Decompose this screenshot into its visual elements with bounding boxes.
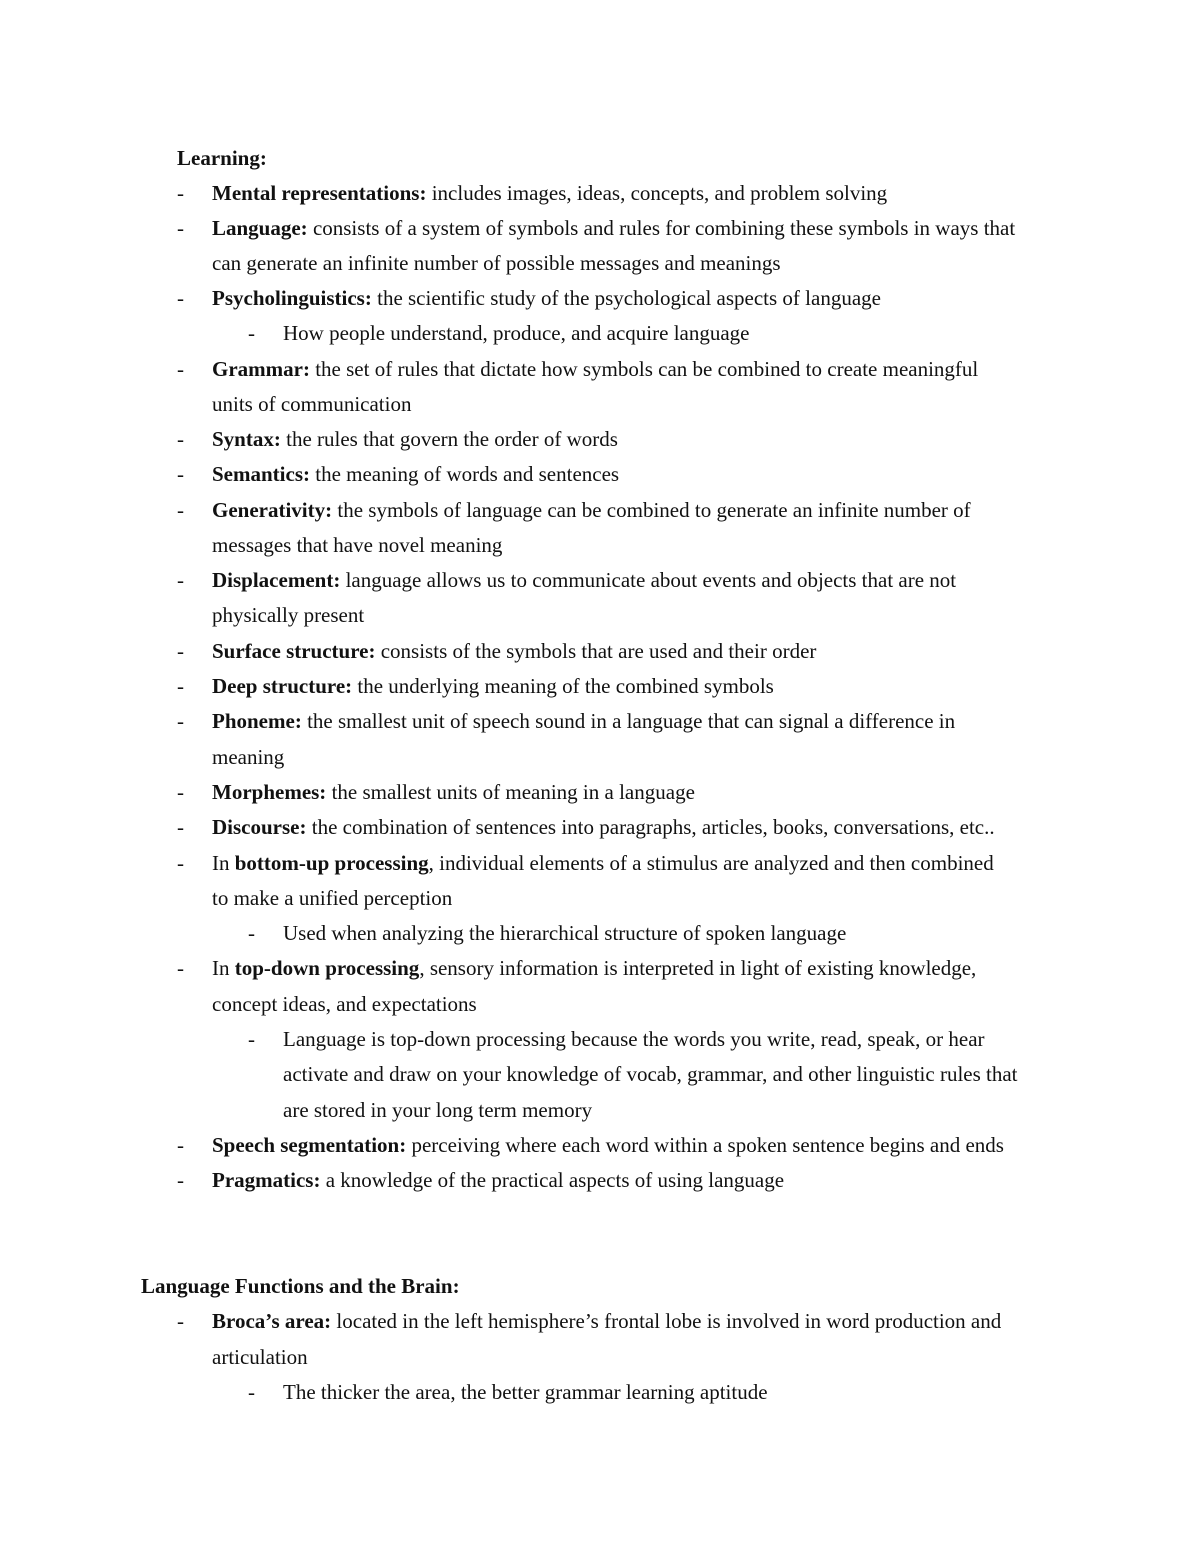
list-item <box>212 1304 1001 1339</box>
sub-list-item: Used when analyzing the hierarchical structure of spoken language <box>283 921 847 945</box>
term: Discourse: <box>212 815 307 839</box>
list-bullet: - <box>177 709 184 733</box>
definition: consists of a system of symbols and rules for combining these symbols in ways that <box>307 216 1016 240</box>
list-item <box>212 563 956 598</box>
list-item <box>212 951 976 986</box>
list-bullet: - <box>177 181 184 205</box>
list-bullet: - <box>177 851 184 875</box>
list-item-continuation: meaning <box>212 745 285 769</box>
list-item-continuation: to make a unified perception <box>212 886 453 910</box>
definition: the smallest units of meaning in a language <box>326 780 695 804</box>
list-item <box>212 846 994 881</box>
definition: consists of the symbols that are used and their order <box>375 639 817 663</box>
term: bottom-up processing <box>234 851 429 875</box>
list-item-continuation: concept ideas, and expectations <box>212 992 477 1016</box>
list-item-continuation: messages that have novel meaning <box>212 533 503 557</box>
sub-list-bullet: - <box>248 921 255 945</box>
definition: the rules that govern the order of words <box>280 427 618 451</box>
term: Speech segmentation: <box>212 1133 407 1157</box>
list-item-continuation: physically present <box>212 603 365 627</box>
definition: the set of rules that dictate how symbols can be combined to create meaningful <box>309 357 979 381</box>
section-heading-learning: Learning: <box>177 146 267 170</box>
sub-list-bullet: - <box>248 321 255 345</box>
term: Psycholinguistics: <box>212 286 372 310</box>
prefix: In <box>212 851 235 875</box>
sub-list-bullet: - <box>248 1380 255 1404</box>
list-bullet: - <box>177 674 184 698</box>
list-item <box>212 493 971 528</box>
list-item-continuation: articulation <box>212 1345 308 1369</box>
term: Surface structure: <box>212 639 376 663</box>
list-bullet: - <box>177 498 184 522</box>
list-item-continuation: units of communication <box>212 392 412 416</box>
list-bullet: - <box>177 286 184 310</box>
term: Deep structure: <box>212 674 353 698</box>
list-bullet: - <box>177 780 184 804</box>
term: Syntax: <box>212 427 281 451</box>
definition: the meaning of words and sentences <box>310 462 620 486</box>
sub-list-bullet: - <box>248 1027 255 1051</box>
list-bullet: - <box>177 1309 184 1333</box>
term: Generativity: <box>212 498 333 522</box>
list-item <box>212 634 816 669</box>
list-item <box>212 281 881 316</box>
list-item <box>212 775 695 810</box>
list-bullet: - <box>177 815 184 839</box>
term: Semantics: <box>212 462 310 486</box>
sub-list-item-continuation: activate and draw on your knowledge of vocab, grammar, and other linguistic rules that <box>283 1062 1018 1086</box>
sub-list-item: The thicker the area, the better grammar learning aptitude <box>283 1380 768 1404</box>
list-item <box>212 457 619 492</box>
prefix: In <box>212 956 235 980</box>
list-item <box>212 422 618 457</box>
list-item <box>212 669 774 704</box>
list-bullet: - <box>177 1168 184 1192</box>
sub-list-item: Language is top-down processing because the words you write, read, speak, or hear <box>283 1027 985 1051</box>
definition: language allows us to communicate about events and objects that are not <box>340 568 957 592</box>
list-bullet: - <box>177 956 184 980</box>
list-item-continuation: can generate an infinite number of possible messages and meanings <box>212 251 781 275</box>
list-bullet: - <box>177 639 184 663</box>
definition: a knowledge of the practical aspects of using language <box>320 1168 785 1192</box>
term: Pragmatics: <box>212 1168 321 1192</box>
term: Grammar: <box>212 357 310 381</box>
list-item <box>212 810 995 845</box>
list-item <box>212 704 955 739</box>
section-heading-language-brain: Language Functions and the Brain: <box>141 1274 460 1298</box>
list-bullet: - <box>177 357 184 381</box>
definition: the underlying meaning of the combined symbols <box>352 674 774 698</box>
definition: includes images, ideas, concepts, and problem solving <box>426 181 888 205</box>
definition: the scientific study of the psychological aspects of language <box>371 286 881 310</box>
list-bullet: - <box>177 462 184 486</box>
term: Morphemes: <box>212 780 327 804</box>
list-item <box>212 1163 784 1198</box>
term: Broca’s area: <box>212 1309 332 1333</box>
sub-list-item-continuation: are stored in your long term memory <box>283 1098 593 1122</box>
definition: the symbols of language can be combined to generate an infinite number of <box>332 498 971 522</box>
list-bullet: - <box>177 427 184 451</box>
list-bullet: - <box>177 568 184 592</box>
definition: the combination of sentences into paragraphs, articles, books, conversations, etc.. <box>306 815 995 839</box>
term: Language: <box>212 216 308 240</box>
definition: , sensory information is interpreted in light of existing knowledge, <box>419 956 977 980</box>
sub-list-item: How people understand, produce, and acquire language <box>283 321 750 345</box>
list-item <box>212 176 887 211</box>
term: Displacement: <box>212 568 341 592</box>
definition: perceiving where each word within a spoken sentence begins and ends <box>406 1133 1004 1157</box>
list-item <box>212 211 1015 246</box>
term: Mental representations: <box>212 181 427 205</box>
list-item <box>212 1128 1004 1163</box>
term: Phoneme: <box>212 709 302 733</box>
list-bullet: - <box>177 1133 184 1157</box>
list-bullet: - <box>177 216 184 240</box>
definition: the smallest unit of speech sound in a language that can signal a difference in <box>301 709 956 733</box>
term: top-down processing <box>234 956 420 980</box>
list-item <box>212 352 978 387</box>
definition: located in the left hemisphere’s frontal lobe is involved in word production and <box>331 1309 1002 1333</box>
definition: , individual elements of a stimulus are analyzed and then combined <box>428 851 994 875</box>
